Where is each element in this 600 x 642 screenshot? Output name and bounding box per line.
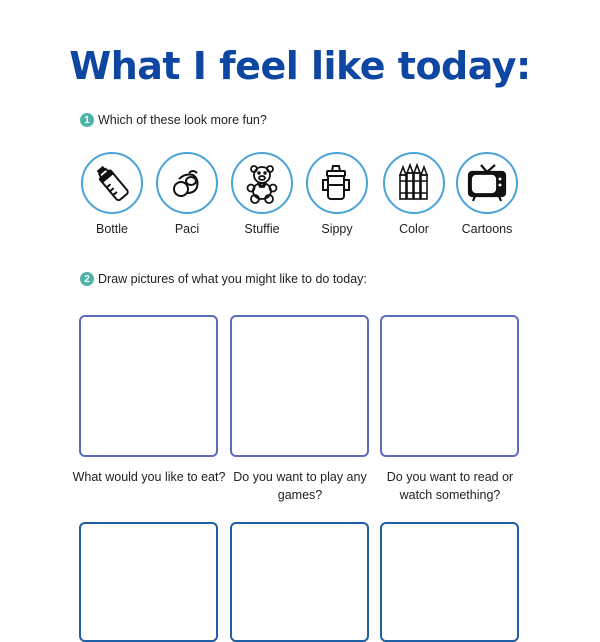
prompt-games: Do you want to play any games? <box>233 470 367 502</box>
choice-label: Sippy <box>321 222 353 236</box>
choice-label: Paci <box>174 222 200 236</box>
question-1-number-badge: 1 <box>80 113 94 127</box>
question-1 <box>80 113 267 127</box>
question-2-number-badge: 2 <box>80 272 94 286</box>
crayons-icon <box>392 161 436 205</box>
drawing-box-games[interactable] <box>230 315 369 457</box>
sippy-cup-icon <box>315 161 359 205</box>
drawing-box-eat[interactable] <box>79 315 218 457</box>
pacifier-icon <box>165 161 209 205</box>
choice-color[interactable] <box>382 152 446 236</box>
drawing-box-read-watch[interactable] <box>380 315 519 457</box>
question-2-text: Draw pictures of what you might like to do today: <box>98 272 367 286</box>
tv-icon <box>465 161 509 205</box>
choice-sippy[interactable] <box>305 152 369 236</box>
page-title: What I feel like today: <box>69 44 531 88</box>
choice-stuffie[interactable] <box>230 152 294 236</box>
drawing-box-5[interactable] <box>230 522 369 642</box>
choice-paci[interactable] <box>155 152 219 236</box>
question-1-text: Which of these look more fun? <box>98 113 267 127</box>
choice-circle[interactable] <box>231 152 293 214</box>
choice-circle[interactable] <box>456 152 518 214</box>
choice-label: Cartoons <box>461 222 513 236</box>
choice-label: Bottle <box>96 222 128 236</box>
drawing-box-6[interactable] <box>380 522 519 642</box>
question-2 <box>80 272 367 286</box>
choice-cartoons[interactable] <box>455 152 519 236</box>
choice-circle[interactable] <box>306 152 368 214</box>
choice-label: Stuffie <box>244 222 280 236</box>
choice-circle[interactable] <box>81 152 143 214</box>
choice-bottle[interactable] <box>80 152 144 236</box>
prompt-eat: What would you like to eat? <box>72 470 226 484</box>
choice-label: Color <box>399 222 429 236</box>
bottle-icon <box>90 161 134 205</box>
teddy-bear-icon <box>240 161 284 205</box>
drawing-box-4[interactable] <box>79 522 218 642</box>
prompt-read-watch: Do you want to read or watch something? <box>386 470 514 502</box>
choice-circle[interactable] <box>156 152 218 214</box>
choice-circle[interactable] <box>383 152 445 214</box>
